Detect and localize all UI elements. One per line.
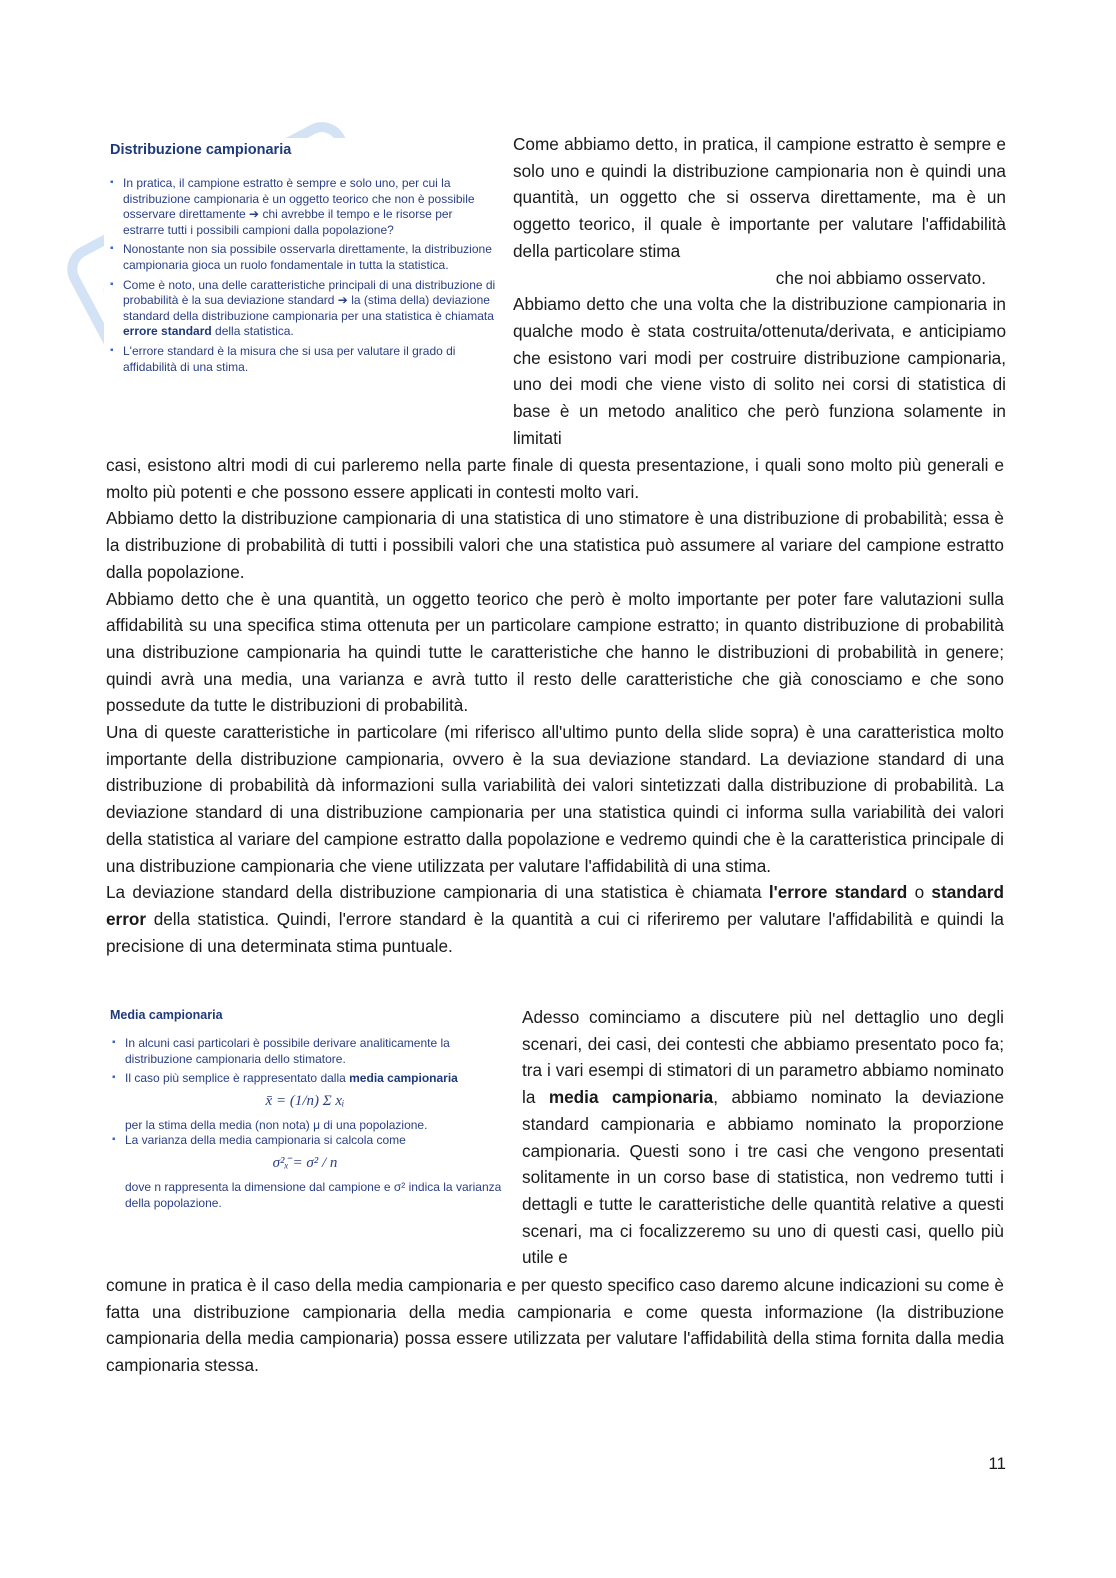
column1-paragraph-1: Come abbiamo detto, in pratica, il campione estratto è sempre e solo uno e quindi la distribuzione campionaria non è quindi una quantità, un oggetto che si osserva direttamente, ma è un oggetto teorico, il quale è importante per valutare l'affidabilità della particolare stima: [513, 134, 1006, 261]
slide1-bullet-3-suffix: della statistica.: [215, 324, 294, 339]
body-section-1: [106, 452, 1004, 959]
slide2-title: Media campionaria: [110, 1008, 223, 1022]
slide2-bullet-2: [125, 1071, 506, 1087]
body-paragraph-1: casi, esistono altri modi di cui parleremo nella parte finale di questa presentazione, i quali sono molto più generali e molto più potenti e che possono essere applicati in contesti molto vari.: [106, 455, 1004, 502]
slide2-bullet-list: [104, 1036, 506, 1087]
slide1-bullet-list: [104, 176, 496, 375]
slide1-bullet-4: ▪ L'errore standard è la misura che si usa per valutare il grado di affidabilità di una stima.: [123, 344, 496, 375]
slide1-bullet-1: ▪ In pratica, il campione estratto è sempre e solo uno, per cui la distribuzione campionaria è un oggetto teorico che non è possibile osservare direttamente ➔ chi avrebbe il tempo e le risorse per estrarre tutti i possibili campioni dalla popolazione?: [123, 176, 496, 238]
body-paragraph-5-bold-2: standard error: [106, 882, 1004, 929]
body-paragraph-5-c: della statistica. Quindi, l'errore standard è la quantità a cui ci riferiremo per valutare l'affidabilità e quindi la precisione di una determinata stima puntuale.: [106, 908, 1004, 956]
body-paragraph-5: [106, 879, 1004, 959]
body-paragraph-6: comune in pratica è il caso della media campionaria e per questo specifico caso daremo alcune indicazioni su come è fatta una distribuzione campionaria della media campionaria e come questa informazione (la distribuzione campionaria della media campionaria) possa essere utilizzata per valutare l'affidabilità della stima fornita dalla media campionaria stessa.: [106, 1275, 1004, 1376]
body-paragraph-2: Abbiamo detto la distribuzione campionaria di una statistica di uno stimatore è una distribuzione di probabilità; essa è la distribuzione di probabilità di tutti i possibili valori che una statistica può assumere al variare del campione estratto dalla popolazione.: [106, 508, 1004, 582]
slide2-bullet-2-prefix: Il caso più semplice è rappresentato dalla: [125, 1071, 346, 1086]
sample-mean-formula: x̄ = (1/n) Σ xᵢ: [265, 1092, 345, 1109]
slide1-title: Distribuzione campionaria: [110, 142, 292, 158]
slide2-bullet-list-2: [104, 1133, 506, 1149]
body-paragraph-3: Abbiamo detto che è una quantità, un oggetto teorico che però è molto importante per poter fare valutazioni sulla affidabilità su una specifica stima ottenuta per un particolare campione estratto; in quanto distribuzione di probabilità una distribuzione campionaria ha quindi tutte le caratteristiche che hanno le distribuzioni di probabilità in genere; quindi avrà una media, una varianza e avrà tutto il resto delle caratteristiche che già conosciamo e che sono possedute da tutte le distribuzioni di probabilità.: [106, 588, 1004, 716]
slide1-bullet-2: ▪ Nonostante non sia possibile osservarla direttamente, la distribuzione campionaria gioca un ruolo fondamentale in tutta la statistica.: [123, 242, 496, 273]
column1-paragraph-1-end: che noi abbiamo osservato.: [775, 267, 986, 288]
column2-text: [522, 1004, 1004, 1271]
slide1-bullet-3-bold: errore standard: [123, 324, 212, 339]
slide2-bullet-3: ▪ La varianza della media campionaria si calcola come: [125, 1133, 506, 1149]
column2-paragraph-bold: media campionaria: [548, 1087, 714, 1108]
column2-paragraph-b: , abbiamo nominato la deviazione standard campionaria e abbiamo nominato la proporzione campionaria. Questi sono i tre casi che vengono presentati solitamente in un corso base di statistica, non vedremo tutti i dettagli e tutte le caratteristiche delle quantità relative a questi scenari, ma ci focalizzeremo su uno di questi casi, quello più utile e: [522, 1087, 1004, 1268]
slide1-bullet-3-text: (stima della) deviazione standard della distribuzione campionaria per una statistica è chiamata: [123, 293, 494, 323]
body-paragraph-5-b: o: [914, 882, 925, 903]
slide1-bullet-3: [123, 278, 496, 340]
variance-formula: σ²ₓ̄ = σ² / n: [272, 1154, 338, 1171]
slide-media-campionaria: [104, 1004, 506, 1266]
slide2-after-formula-2: dove n rappresenta la dimensione dal campione e σ² indica la varianza della popolazione.: [125, 1179, 502, 1210]
body-paragraph-5-a: La deviazione standard della distribuzione campionaria di una statistica è chiamata: [106, 882, 762, 903]
page-number: 11: [988, 1454, 1006, 1473]
slide2-after-formula-1: per la stima della media (non nota) μ di una popolazione.: [125, 1117, 428, 1132]
body-paragraph-5-bold-1: l'errore standard: [768, 882, 908, 903]
slide2-bullet-2-bold: media campionaria: [349, 1071, 458, 1086]
column2-paragraph: [522, 1004, 1004, 1271]
slide-distribuzione-campionaria: [104, 138, 496, 438]
column2-paragraph-a: Adesso cominciamo a discutere più nel dettaglio uno degli scenari, dei casi, dei contesti che abbiamo presentato poco fa; tra i vari esempi di stimatori di un parametro abbiamo nominato la: [522, 1007, 1004, 1108]
slide1-bullet-3-prefix: Come è noto, una delle caratteristiche principali di una distribuzione di probabilità è la sua deviazione standard ➔ la: [123, 277, 496, 308]
column1-paragraph-2: Abbiamo detto che una volta che la distribuzione campionaria in qualche modo è stata costruita/ottenuta/derivata, e anticipiamo che esistono vari modi per costruire distribuzione campionaria, uno dei modi che viene visto di solito nei corsi di statistica di base è un metodo analitico che però funziona solamente in limitati: [513, 294, 1006, 448]
body-section-2: [106, 1272, 1004, 1379]
body-paragraph-4: Una di queste caratteristiche in particolare (mi riferisco all'ultimo punto della slide sopra) è una caratteristica molto importante della distribuzione campionaria, ovvero è la sua deviazione standard. La deviazione standard di una distribuzione di probabilità dà informazioni sulla variabilità dei valori sintetizzati dalla distribuzione di probabilità. La deviazione standard di una distribuzione campionaria per una statistica quindi ci informa sulla variabilità dei valori della statistica al variare del campione estratto dalla popolazione e vedremo quindi che è la caratteristica principale di una distribuzione campionaria che viene utilizzata per valutare l'affidabilità di una stima.: [106, 722, 1004, 876]
column1-text: [513, 131, 1006, 451]
slide2-bullet-1: ▪ In alcuni casi particolari è possibile derivare analiticamente la distribuzione campionaria dello stimatore.: [125, 1036, 506, 1067]
